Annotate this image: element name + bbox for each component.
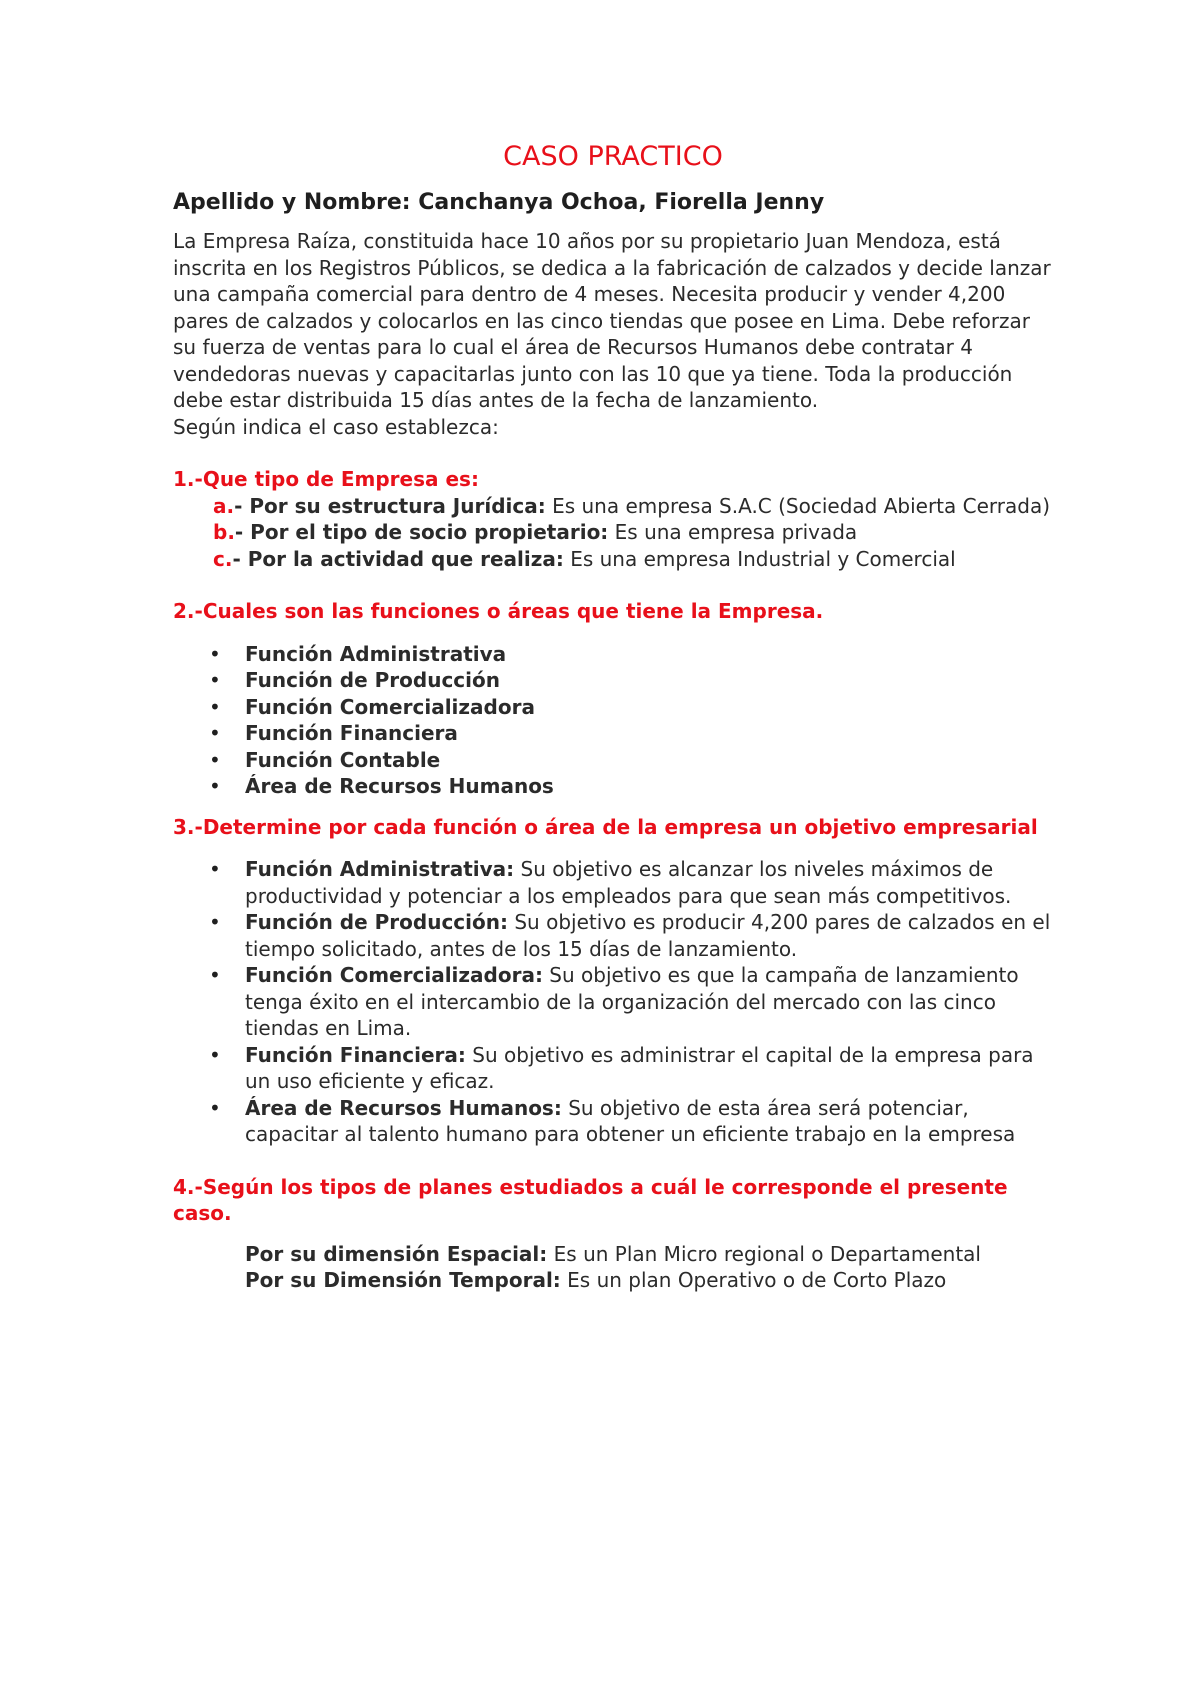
intro-paragraph: La Empresa Raíza, constituida hace 10 años por su propietario Juan Mendoza, está inscrita en los Registros Públicos, se dedica a la fabricación de calzados y decide lanzar una campaña comercial para dentro de 4 meses. Necesita producir y vender 4,200 pares de calzados y colocarlos en las cinco tiendas que posee en Lima. Debe reforzar su fuerza de ventas para lo cual el área de Recursos Humanos debe contratar 4 vendedoras nuevas y capacitarlas junto con las 10 que ya tiene. Toda la producción debe estar distribuida 15 días antes de la fecha de lanzamiento. [173, 229, 1051, 412]
objective-label: Función de Producción: [245, 910, 508, 934]
list-item [209, 641, 1053, 668]
bullet-icon: • [209, 963, 221, 987]
list-item [209, 773, 1053, 800]
objective-label: Área de Recursos Humanos: [245, 1095, 562, 1120]
answer-letter: b. [213, 520, 235, 544]
bullet-icon: • [209, 641, 221, 666]
functions-list [173, 641, 1053, 800]
objective-text: Su objetivo es producir 4,200 pares de calzados en el tiempo solicitado, antes de los 15 días de lanzamiento. [245, 910, 1051, 961]
document-body [173, 140, 1053, 1294]
list-item [209, 962, 1053, 1042]
objective-label: Función Administrativa: [245, 857, 515, 881]
question-1-heading: 1.-Que tipo de Empresa es: [173, 467, 479, 491]
list-item [209, 1042, 1053, 1095]
question-2-heading: 2.-Cuales son las funciones o áreas que tiene la Empresa. [173, 599, 824, 623]
bullet-icon: • [209, 774, 221, 798]
plan-label: Por su dimensión Espacial: [245, 1241, 548, 1266]
objective-text: Su objetivo es que la campaña de lanzamiento tenga éxito en el intercambio de la organización del mercado con las cinco tiendas en Lima. [245, 963, 1019, 1040]
answer-label: - Por su estructura Jurídica: [234, 493, 546, 518]
list-item [209, 720, 1053, 747]
document-title: CASO PRACTICO [503, 141, 723, 172]
list-item [209, 856, 1053, 909]
objective-text: Su objetivo es alcanzar los niveles máximos de productividad y potenciar a los empleados para que sean más competitivos. [245, 857, 1012, 908]
bullet-icon: • [209, 721, 221, 745]
list-item [209, 1095, 1053, 1148]
author-line: Apellido y Nombre: Canchanya Ochoa, Fiorella Jenny [173, 190, 825, 215]
list-item-label: Área de Recursos Humanos [245, 774, 554, 798]
objectives-list [173, 856, 1053, 1148]
answer-a [173, 493, 1053, 520]
answer-text: Es una empresa S.A.C (Sociedad Abierta Cerrada) [545, 493, 1051, 518]
list-item-label: Función Contable [245, 747, 441, 772]
answer-b [173, 519, 1053, 546]
bullet-icon: • [209, 1095, 221, 1120]
list-item [209, 667, 1053, 694]
plans-block [173, 1241, 1053, 1294]
answer-letter: a. [213, 493, 235, 518]
answer-c [173, 546, 1053, 573]
answer-label: - Por el tipo de socio propietario: [234, 520, 609, 544]
bullet-icon: • [209, 1042, 221, 1067]
bullet-icon: • [209, 857, 221, 881]
objective-text: Su objetivo es administrar el capital de la empresa para un uso eficiente y eficaz. [245, 1042, 1034, 1093]
list-item-label: Función Financiera [245, 721, 458, 745]
plan-temporal [245, 1267, 1053, 1294]
bullet-icon: • [209, 910, 221, 934]
bullet-icon: • [209, 668, 221, 692]
objective-label: Función Financiera: [245, 1042, 466, 1067]
objective-text: Su objetivo de esta área será potenciar, capacitar al talento humano para obtener un eficiente trabajo en la empresa [245, 1095, 1016, 1146]
list-item [209, 747, 1053, 774]
objective-label: Función Comercializadora: [245, 963, 543, 987]
plan-label: Por su Dimensión Temporal: [245, 1268, 561, 1292]
question-3-heading: 3.-Determine por cada función o área de la empresa un objetivo empresarial [173, 814, 1038, 839]
list-item [209, 909, 1053, 962]
bullet-icon: • [209, 694, 221, 719]
list-item-label: Función Comercializadora [245, 694, 535, 719]
answer-text: Es una empresa Industrial y Comercial [563, 546, 956, 571]
plan-spatial [245, 1241, 1053, 1268]
prompt-line: Según indica el caso establezca: [173, 414, 499, 439]
list-item-label: Función Administrativa [245, 641, 507, 666]
answer-text: Es una empresa privada [608, 520, 858, 544]
plan-text: Es un Plan Micro regional o Departamental [547, 1241, 981, 1266]
answer-letter: c. [213, 546, 233, 571]
answer-label: - Por la actividad que realiza: [232, 546, 564, 571]
list-item-label: Función de Producción [245, 668, 500, 692]
question-4-heading: 4.-Según los tipos de planes estudiados a cuál le corresponde el presente caso. [173, 1174, 1008, 1225]
plan-text: Es un plan Operativo o de Corto Plazo [560, 1268, 947, 1292]
bullet-icon: • [209, 747, 221, 772]
list-item [209, 694, 1053, 721]
